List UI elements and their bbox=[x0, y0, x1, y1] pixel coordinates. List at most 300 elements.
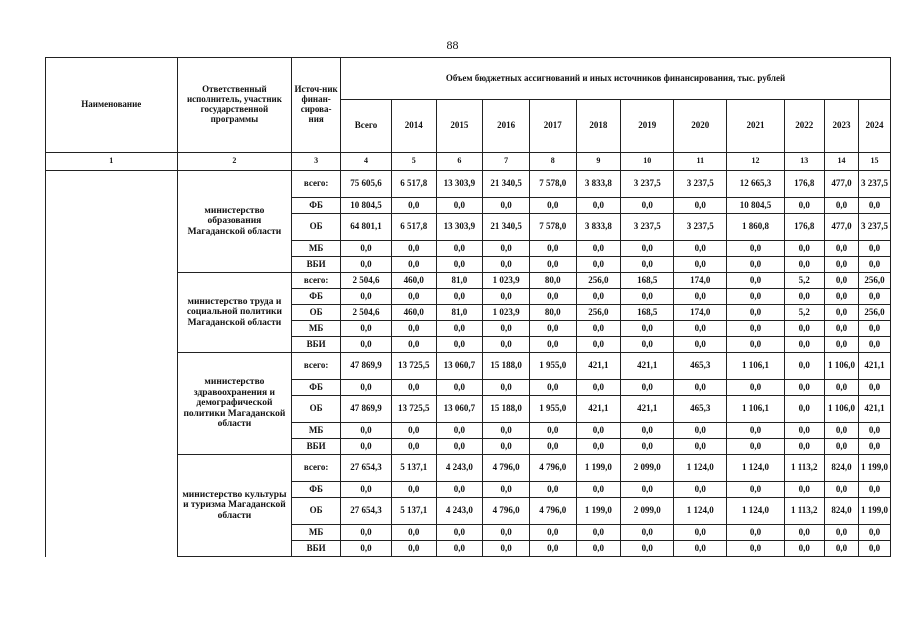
value-cell: 2 099,0 bbox=[621, 455, 674, 482]
value-cell: 0,0 bbox=[391, 525, 436, 541]
value-cell: 0,0 bbox=[824, 337, 858, 353]
value-cell: 81,0 bbox=[436, 273, 483, 289]
executor-cell: министерство здравоохранения и демографической политики Магаданской области bbox=[177, 353, 292, 455]
value-cell: 0,0 bbox=[824, 380, 858, 396]
value-cell: 1 199,0 bbox=[858, 498, 890, 525]
value-cell: 0,0 bbox=[621, 321, 674, 337]
source-cell: МБ bbox=[292, 321, 341, 337]
value-cell: 0,0 bbox=[674, 241, 727, 257]
column-number-row bbox=[46, 153, 891, 171]
value-cell: 0,0 bbox=[784, 439, 824, 455]
value-cell: 0,0 bbox=[674, 423, 727, 439]
value-cell: 174,0 bbox=[674, 305, 727, 321]
value-cell: 0,0 bbox=[483, 525, 530, 541]
executor-cell: министерство труда и социальной политики Магаданской области bbox=[177, 273, 292, 353]
value-cell: 13 060,7 bbox=[436, 396, 483, 423]
value-cell: 80,0 bbox=[529, 305, 576, 321]
value-cell: 256,0 bbox=[858, 305, 890, 321]
value-cell: 0,0 bbox=[576, 289, 621, 305]
column-number: 9 bbox=[576, 153, 621, 171]
value-cell: 0,0 bbox=[341, 525, 392, 541]
value-cell: 0,0 bbox=[621, 198, 674, 214]
source-cell: МБ bbox=[292, 525, 341, 541]
value-cell: 1 860,8 bbox=[727, 214, 784, 241]
value-cell: 0,0 bbox=[674, 257, 727, 273]
value-cell: 3 237,5 bbox=[621, 171, 674, 198]
value-cell: 0,0 bbox=[529, 482, 576, 498]
value-cell: 3 237,5 bbox=[674, 214, 727, 241]
value-cell: 4 243,0 bbox=[436, 498, 483, 525]
value-cell: 4 243,0 bbox=[436, 455, 483, 482]
value-cell: 15 188,0 bbox=[483, 396, 530, 423]
column-number: 11 bbox=[674, 153, 727, 171]
column-number: 8 bbox=[529, 153, 576, 171]
value-cell: 0,0 bbox=[674, 337, 727, 353]
value-cell: 0,0 bbox=[621, 241, 674, 257]
value-cell: 0,0 bbox=[727, 257, 784, 273]
value-cell: 1 124,0 bbox=[727, 455, 784, 482]
value-cell: 0,0 bbox=[621, 439, 674, 455]
header-year: 2020 bbox=[674, 100, 727, 153]
value-cell: 0,0 bbox=[341, 337, 392, 353]
value-cell: 0,0 bbox=[483, 321, 530, 337]
value-cell: 0,0 bbox=[674, 321, 727, 337]
column-number: 14 bbox=[824, 153, 858, 171]
header-volume: Объем бюджетных ассигнований и иных источников финансирования, тыс. рублей bbox=[341, 58, 891, 100]
value-cell: 0,0 bbox=[341, 257, 392, 273]
value-cell: 7 578,0 bbox=[529, 214, 576, 241]
value-cell: 0,0 bbox=[529, 525, 576, 541]
value-cell: 3 833,8 bbox=[576, 171, 621, 198]
value-cell: 0,0 bbox=[576, 198, 621, 214]
source-cell: ОБ bbox=[292, 305, 341, 321]
value-cell: 21 340,5 bbox=[483, 214, 530, 241]
value-cell: 0,0 bbox=[727, 337, 784, 353]
value-cell: 0,0 bbox=[529, 541, 576, 557]
value-cell: 13 725,5 bbox=[391, 396, 436, 423]
value-cell: 1 106,0 bbox=[824, 396, 858, 423]
value-cell: 0,0 bbox=[674, 380, 727, 396]
value-cell: 0,0 bbox=[621, 289, 674, 305]
value-cell: 824,0 bbox=[824, 455, 858, 482]
table-row bbox=[46, 171, 891, 198]
value-cell: 0,0 bbox=[858, 439, 890, 455]
source-cell: ФБ bbox=[292, 289, 341, 305]
value-cell: 0,0 bbox=[858, 380, 890, 396]
value-cell: 0,0 bbox=[483, 380, 530, 396]
value-cell: 6 517,8 bbox=[391, 214, 436, 241]
column-number: 13 bbox=[784, 153, 824, 171]
value-cell: 0,0 bbox=[784, 380, 824, 396]
header-year: Всего bbox=[341, 100, 392, 153]
column-number: 7 bbox=[483, 153, 530, 171]
value-cell: 0,0 bbox=[858, 423, 890, 439]
value-cell: 0,0 bbox=[824, 305, 858, 321]
value-cell: 0,0 bbox=[824, 439, 858, 455]
value-cell: 0,0 bbox=[576, 482, 621, 498]
value-cell: 1 023,9 bbox=[483, 305, 530, 321]
value-cell: 10 804,5 bbox=[341, 198, 392, 214]
column-number: 12 bbox=[727, 153, 784, 171]
value-cell: 0,0 bbox=[483, 482, 530, 498]
value-cell: 0,0 bbox=[529, 257, 576, 273]
value-cell: 0,0 bbox=[391, 289, 436, 305]
value-cell: 1 023,9 bbox=[483, 273, 530, 289]
source-cell: ВБИ bbox=[292, 337, 341, 353]
header-year: 2022 bbox=[784, 100, 824, 153]
value-cell: 0,0 bbox=[824, 289, 858, 305]
value-cell: 0,0 bbox=[529, 380, 576, 396]
executor-cell: министерство образования Магаданской области bbox=[177, 171, 292, 273]
source-cell: всего: bbox=[292, 171, 341, 198]
value-cell: 0,0 bbox=[858, 241, 890, 257]
value-cell: 0,0 bbox=[576, 241, 621, 257]
source-cell: ВБИ bbox=[292, 439, 341, 455]
value-cell: 0,0 bbox=[436, 337, 483, 353]
value-cell: 21 340,5 bbox=[483, 171, 530, 198]
value-cell: 5 137,1 bbox=[391, 455, 436, 482]
value-cell: 0,0 bbox=[483, 198, 530, 214]
value-cell: 0,0 bbox=[727, 482, 784, 498]
value-cell: 0,0 bbox=[674, 525, 727, 541]
column-number: 15 bbox=[858, 153, 890, 171]
value-cell: 0,0 bbox=[858, 525, 890, 541]
value-cell: 0,0 bbox=[727, 541, 784, 557]
value-cell: 1 955,0 bbox=[529, 353, 576, 380]
column-number: 4 bbox=[341, 153, 392, 171]
value-cell: 0,0 bbox=[341, 289, 392, 305]
value-cell: 0,0 bbox=[436, 439, 483, 455]
value-cell: 0,0 bbox=[727, 305, 784, 321]
source-cell: ОБ bbox=[292, 396, 341, 423]
column-number: 5 bbox=[391, 153, 436, 171]
value-cell: 0,0 bbox=[483, 337, 530, 353]
value-cell: 1 124,0 bbox=[674, 455, 727, 482]
value-cell: 0,0 bbox=[436, 525, 483, 541]
value-cell: 460,0 bbox=[391, 273, 436, 289]
value-cell: 0,0 bbox=[824, 321, 858, 337]
value-cell: 47 869,9 bbox=[341, 353, 392, 380]
value-cell: 0,0 bbox=[529, 423, 576, 439]
value-cell: 3 237,5 bbox=[858, 171, 890, 198]
column-number: 6 bbox=[436, 153, 483, 171]
value-cell: 0,0 bbox=[483, 541, 530, 557]
value-cell: 0,0 bbox=[436, 423, 483, 439]
value-cell: 0,0 bbox=[391, 321, 436, 337]
value-cell: 0,0 bbox=[784, 396, 824, 423]
value-cell: 75 605,6 bbox=[341, 171, 392, 198]
value-cell: 0,0 bbox=[576, 257, 621, 273]
value-cell: 0,0 bbox=[727, 423, 784, 439]
value-cell: 421,1 bbox=[576, 396, 621, 423]
value-cell: 0,0 bbox=[784, 525, 824, 541]
value-cell: 176,8 bbox=[784, 171, 824, 198]
value-cell: 421,1 bbox=[858, 353, 890, 380]
value-cell: 5 137,1 bbox=[391, 498, 436, 525]
column-number: 10 bbox=[621, 153, 674, 171]
value-cell: 3 237,5 bbox=[674, 171, 727, 198]
source-cell: МБ bbox=[292, 423, 341, 439]
value-cell: 0,0 bbox=[436, 257, 483, 273]
value-cell: 0,0 bbox=[576, 541, 621, 557]
value-cell: 0,0 bbox=[436, 482, 483, 498]
value-cell: 12 665,3 bbox=[727, 171, 784, 198]
header-year: 2016 bbox=[483, 100, 530, 153]
value-cell: 0,0 bbox=[824, 273, 858, 289]
header-year: 2014 bbox=[391, 100, 436, 153]
value-cell: 0,0 bbox=[341, 241, 392, 257]
value-cell: 0,0 bbox=[391, 380, 436, 396]
value-cell: 0,0 bbox=[858, 257, 890, 273]
value-cell: 0,0 bbox=[621, 337, 674, 353]
value-cell: 0,0 bbox=[436, 541, 483, 557]
value-cell: 27 654,3 bbox=[341, 455, 392, 482]
page-number: 88 bbox=[446, 38, 459, 52]
value-cell: 0,0 bbox=[824, 198, 858, 214]
value-cell: 421,1 bbox=[576, 353, 621, 380]
value-cell: 0,0 bbox=[483, 289, 530, 305]
value-cell: 0,0 bbox=[391, 482, 436, 498]
value-cell: 4 796,0 bbox=[529, 455, 576, 482]
value-cell: 13 303,9 bbox=[436, 171, 483, 198]
value-cell: 0,0 bbox=[784, 289, 824, 305]
value-cell: 1 113,2 bbox=[784, 455, 824, 482]
value-cell: 460,0 bbox=[391, 305, 436, 321]
value-cell: 0,0 bbox=[436, 321, 483, 337]
value-cell: 13 725,5 bbox=[391, 353, 436, 380]
value-cell: 0,0 bbox=[621, 380, 674, 396]
value-cell: 1 199,0 bbox=[858, 455, 890, 482]
value-cell: 0,0 bbox=[727, 321, 784, 337]
value-cell: 0,0 bbox=[576, 321, 621, 337]
value-cell: 0,0 bbox=[858, 482, 890, 498]
value-cell: 47 869,9 bbox=[341, 396, 392, 423]
value-cell: 0,0 bbox=[858, 541, 890, 557]
column-number: 2 bbox=[177, 153, 292, 171]
value-cell: 0,0 bbox=[824, 541, 858, 557]
value-cell: 2 504,6 bbox=[341, 305, 392, 321]
value-cell: 477,0 bbox=[824, 214, 858, 241]
value-cell: 81,0 bbox=[436, 305, 483, 321]
value-cell: 15 188,0 bbox=[483, 353, 530, 380]
value-cell: 0,0 bbox=[529, 439, 576, 455]
value-cell: 256,0 bbox=[858, 273, 890, 289]
value-cell: 0,0 bbox=[621, 525, 674, 541]
source-cell: ОБ bbox=[292, 498, 341, 525]
value-cell: 0,0 bbox=[727, 525, 784, 541]
value-cell: 1 124,0 bbox=[727, 498, 784, 525]
source-cell: всего: bbox=[292, 273, 341, 289]
header-year: 2015 bbox=[436, 100, 483, 153]
value-cell: 0,0 bbox=[436, 198, 483, 214]
value-cell: 168,5 bbox=[621, 273, 674, 289]
value-cell: 1 124,0 bbox=[674, 498, 727, 525]
value-cell: 0,0 bbox=[858, 321, 890, 337]
value-cell: 0,0 bbox=[391, 541, 436, 557]
value-cell: 0,0 bbox=[529, 321, 576, 337]
value-cell: 0,0 bbox=[529, 289, 576, 305]
source-cell: всего: bbox=[292, 455, 341, 482]
header-year: 2021 bbox=[727, 100, 784, 153]
value-cell: 0,0 bbox=[674, 439, 727, 455]
value-cell: 13 303,9 bbox=[436, 214, 483, 241]
value-cell: 0,0 bbox=[576, 423, 621, 439]
value-cell: 0,0 bbox=[824, 482, 858, 498]
value-cell: 0,0 bbox=[391, 423, 436, 439]
value-cell: 4 796,0 bbox=[483, 455, 530, 482]
value-cell: 13 060,7 bbox=[436, 353, 483, 380]
value-cell: 0,0 bbox=[784, 353, 824, 380]
value-cell: 0,0 bbox=[727, 380, 784, 396]
value-cell: 0,0 bbox=[674, 289, 727, 305]
value-cell: 0,0 bbox=[727, 289, 784, 305]
header-year: 2023 bbox=[824, 100, 858, 153]
value-cell: 1 199,0 bbox=[576, 498, 621, 525]
value-cell: 0,0 bbox=[784, 198, 824, 214]
value-cell: 0,0 bbox=[341, 482, 392, 498]
value-cell: 0,0 bbox=[784, 321, 824, 337]
value-cell: 0,0 bbox=[436, 289, 483, 305]
value-cell: 256,0 bbox=[576, 305, 621, 321]
value-cell: 0,0 bbox=[483, 257, 530, 273]
value-cell: 174,0 bbox=[674, 273, 727, 289]
value-cell: 2 504,6 bbox=[341, 273, 392, 289]
value-cell: 256,0 bbox=[576, 273, 621, 289]
value-cell: 4 796,0 bbox=[483, 498, 530, 525]
value-cell: 421,1 bbox=[858, 396, 890, 423]
value-cell: 0,0 bbox=[824, 423, 858, 439]
value-cell: 1 955,0 bbox=[529, 396, 576, 423]
value-cell: 0,0 bbox=[824, 257, 858, 273]
value-cell: 0,0 bbox=[727, 439, 784, 455]
header-year: 2019 bbox=[621, 100, 674, 153]
value-cell: 477,0 bbox=[824, 171, 858, 198]
value-cell: 176,8 bbox=[784, 214, 824, 241]
value-cell: 0,0 bbox=[784, 337, 824, 353]
value-cell: 0,0 bbox=[341, 439, 392, 455]
column-number: 3 bbox=[292, 153, 341, 171]
value-cell: 0,0 bbox=[391, 241, 436, 257]
value-cell: 0,0 bbox=[824, 525, 858, 541]
value-cell: 1 113,2 bbox=[784, 498, 824, 525]
value-cell: 0,0 bbox=[341, 541, 392, 557]
value-cell: 0,0 bbox=[576, 337, 621, 353]
source-cell: ВБИ bbox=[292, 541, 341, 557]
value-cell: 0,0 bbox=[858, 289, 890, 305]
value-cell: 0,0 bbox=[621, 541, 674, 557]
value-cell: 465,3 bbox=[674, 353, 727, 380]
value-cell: 0,0 bbox=[824, 241, 858, 257]
header-source: Источ-ник финан-сирова-ния bbox=[292, 58, 341, 153]
header-year: 2017 bbox=[529, 100, 576, 153]
value-cell: 0,0 bbox=[576, 525, 621, 541]
value-cell: 1 106,0 bbox=[824, 353, 858, 380]
value-cell: 27 654,3 bbox=[341, 498, 392, 525]
value-cell: 0,0 bbox=[784, 241, 824, 257]
value-cell: 5,2 bbox=[784, 273, 824, 289]
header-year: 2024 bbox=[858, 100, 890, 153]
value-cell: 0,0 bbox=[391, 198, 436, 214]
value-cell: 0,0 bbox=[483, 439, 530, 455]
header-name: Наименование bbox=[46, 58, 178, 153]
value-cell: 0,0 bbox=[436, 380, 483, 396]
value-cell: 3 833,8 bbox=[576, 214, 621, 241]
value-cell: 0,0 bbox=[391, 337, 436, 353]
value-cell: 421,1 bbox=[621, 353, 674, 380]
value-cell: 1 106,1 bbox=[727, 353, 784, 380]
budget-table bbox=[45, 57, 891, 557]
name-cell bbox=[46, 171, 178, 557]
value-cell: 0,0 bbox=[436, 241, 483, 257]
value-cell: 5,2 bbox=[784, 305, 824, 321]
source-cell: ВБИ bbox=[292, 257, 341, 273]
header-row-top bbox=[46, 58, 891, 100]
value-cell: 168,5 bbox=[621, 305, 674, 321]
source-cell: ФБ bbox=[292, 482, 341, 498]
value-cell: 2 099,0 bbox=[621, 498, 674, 525]
value-cell: 64 801,1 bbox=[341, 214, 392, 241]
value-cell: 0,0 bbox=[341, 380, 392, 396]
value-cell: 0,0 bbox=[621, 257, 674, 273]
source-cell: всего: bbox=[292, 353, 341, 380]
value-cell: 1 106,1 bbox=[727, 396, 784, 423]
value-cell: 0,0 bbox=[784, 482, 824, 498]
value-cell: 3 237,5 bbox=[621, 214, 674, 241]
value-cell: 10 804,5 bbox=[727, 198, 784, 214]
source-cell: ФБ bbox=[292, 198, 341, 214]
value-cell: 0,0 bbox=[621, 423, 674, 439]
value-cell: 0,0 bbox=[576, 380, 621, 396]
value-cell: 0,0 bbox=[391, 439, 436, 455]
value-cell: 0,0 bbox=[341, 423, 392, 439]
value-cell: 0,0 bbox=[674, 198, 727, 214]
value-cell: 6 517,8 bbox=[391, 171, 436, 198]
value-cell: 0,0 bbox=[576, 439, 621, 455]
value-cell: 0,0 bbox=[784, 541, 824, 557]
value-cell: 0,0 bbox=[529, 198, 576, 214]
value-cell: 0,0 bbox=[858, 198, 890, 214]
value-cell: 465,3 bbox=[674, 396, 727, 423]
source-cell: ФБ bbox=[292, 380, 341, 396]
value-cell: 80,0 bbox=[529, 273, 576, 289]
value-cell: 4 796,0 bbox=[529, 498, 576, 525]
value-cell: 1 199,0 bbox=[576, 455, 621, 482]
value-cell: 0,0 bbox=[483, 423, 530, 439]
source-cell: ОБ bbox=[292, 214, 341, 241]
column-number: 1 bbox=[46, 153, 178, 171]
value-cell: 421,1 bbox=[621, 396, 674, 423]
source-cell: МБ bbox=[292, 241, 341, 257]
value-cell: 0,0 bbox=[674, 541, 727, 557]
value-cell: 0,0 bbox=[529, 337, 576, 353]
executor-cell: министерство культуры и туризма Магаданской области bbox=[177, 455, 292, 557]
header-year: 2018 bbox=[576, 100, 621, 153]
value-cell: 0,0 bbox=[727, 273, 784, 289]
value-cell: 0,0 bbox=[674, 482, 727, 498]
value-cell: 0,0 bbox=[529, 241, 576, 257]
value-cell: 0,0 bbox=[483, 241, 530, 257]
value-cell: 0,0 bbox=[621, 482, 674, 498]
value-cell: 824,0 bbox=[824, 498, 858, 525]
header-executor: Ответственный исполнитель, участник государственной программы bbox=[177, 58, 292, 153]
value-cell: 0,0 bbox=[858, 337, 890, 353]
value-cell: 0,0 bbox=[341, 321, 392, 337]
value-cell: 7 578,0 bbox=[529, 171, 576, 198]
value-cell: 0,0 bbox=[784, 423, 824, 439]
value-cell: 0,0 bbox=[727, 241, 784, 257]
value-cell: 3 237,5 bbox=[858, 214, 890, 241]
value-cell: 0,0 bbox=[784, 257, 824, 273]
